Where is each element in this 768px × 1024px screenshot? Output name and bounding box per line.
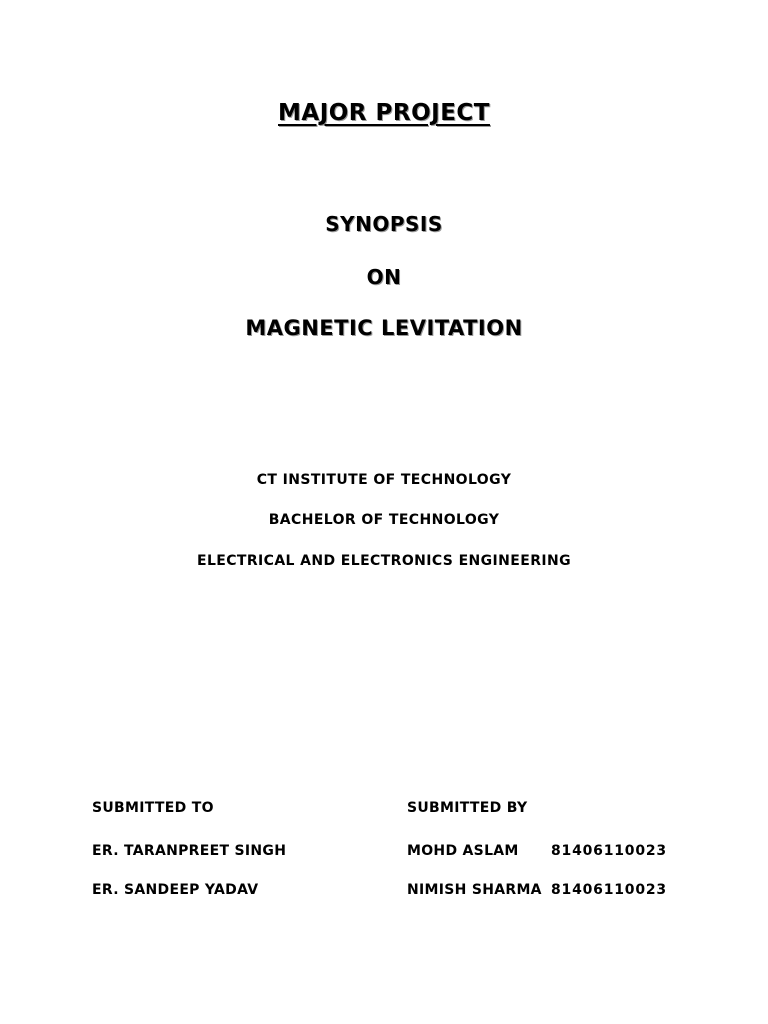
heading-synopsis: SYNOPSIS: [325, 212, 443, 236]
supervisor-name: ER. SANDEEP YADAV: [92, 882, 259, 898]
student-name: MOHD ASLAM: [407, 843, 519, 859]
document-title: MAJOR PROJECT: [278, 100, 490, 126]
student-roll-number: 81406110023: [551, 843, 667, 859]
department-name: ELECTRICAL AND ELECTRONICS ENGINEERING: [196, 553, 571, 569]
institute-name: CT INSTITUTE OF TECHNOLOGY: [256, 472, 512, 488]
heading-topic: MAGNETIC LEVITATION: [245, 316, 523, 340]
student-roll-number: 81406110023: [551, 882, 667, 898]
supervisor-name: ER. TARANPREET SINGH: [92, 843, 287, 859]
submitted-by-label: SUBMITTED BY: [407, 800, 528, 816]
student-name: NIMISH SHARMA: [407, 882, 542, 898]
heading-on: ON: [366, 265, 402, 289]
submitted-to-label: SUBMITTED TO: [92, 800, 214, 816]
degree-name: BACHELOR OF TECHNOLOGY: [268, 512, 500, 528]
